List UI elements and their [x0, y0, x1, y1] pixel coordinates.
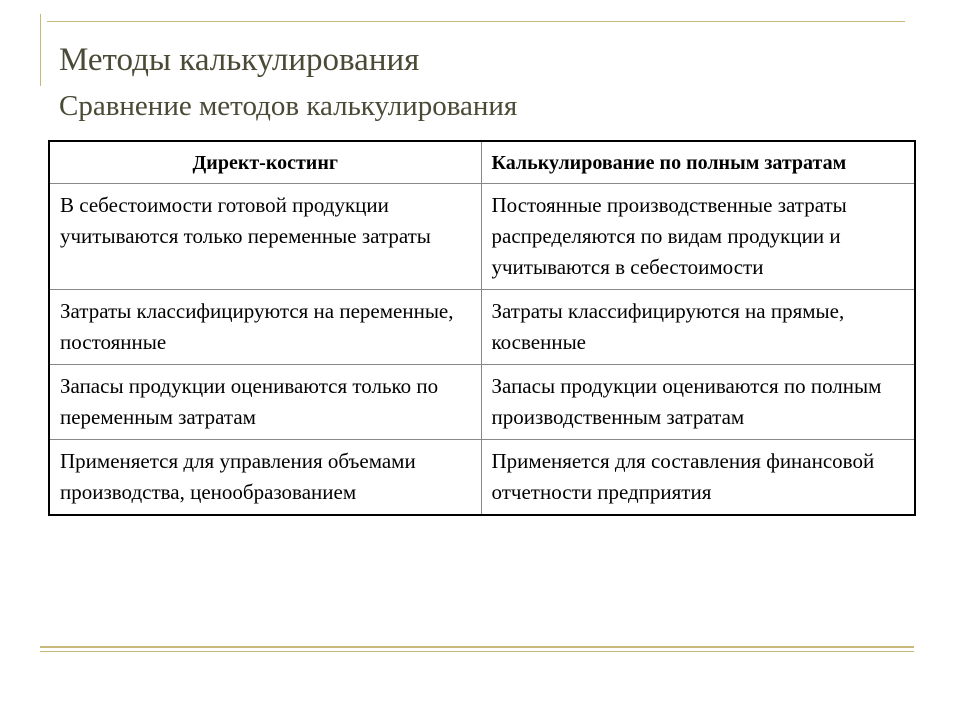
table-row [49, 365, 915, 440]
table-cell: Затраты классифицируются на прямые, косвенные [481, 290, 915, 365]
decorative-rule-bottom-thin [40, 651, 914, 652]
table-cell: Постоянные производственные затраты распределяются по видам продукции и учитываются в себестоимости [481, 184, 915, 290]
table-row [49, 184, 915, 290]
table-cell: Применяется для составления финансовой отчетности предприятия [481, 440, 915, 516]
slide-title: Методы калькулирования [59, 42, 420, 78]
decorative-rule-bottom [40, 646, 914, 648]
slide-subtitle: Сравнение методов калькулирования [59, 90, 518, 122]
header-direct-costing: Директ-костинг [49, 141, 481, 184]
comparison-table [48, 140, 916, 516]
decorative-rule-left [40, 14, 41, 86]
table-cell: В себестоимости готовой продукции учитываются только переменные затраты [49, 184, 481, 290]
table-header-row [49, 141, 915, 184]
header-full-costing: Калькулирование по полным затратам [481, 141, 915, 184]
table-cell: Запасы продукции оцениваются по полным производственным затратам [481, 365, 915, 440]
table-row [49, 290, 915, 365]
table-cell: Запасы продукции оцениваются только по переменным затратам [49, 365, 481, 440]
table-cell: Применяется для управления объемами производства, ценообразованием [49, 440, 481, 516]
decorative-rule-top [47, 21, 905, 22]
table-row [49, 440, 915, 516]
table-cell: Затраты классифицируются на переменные, постоянные [49, 290, 481, 365]
